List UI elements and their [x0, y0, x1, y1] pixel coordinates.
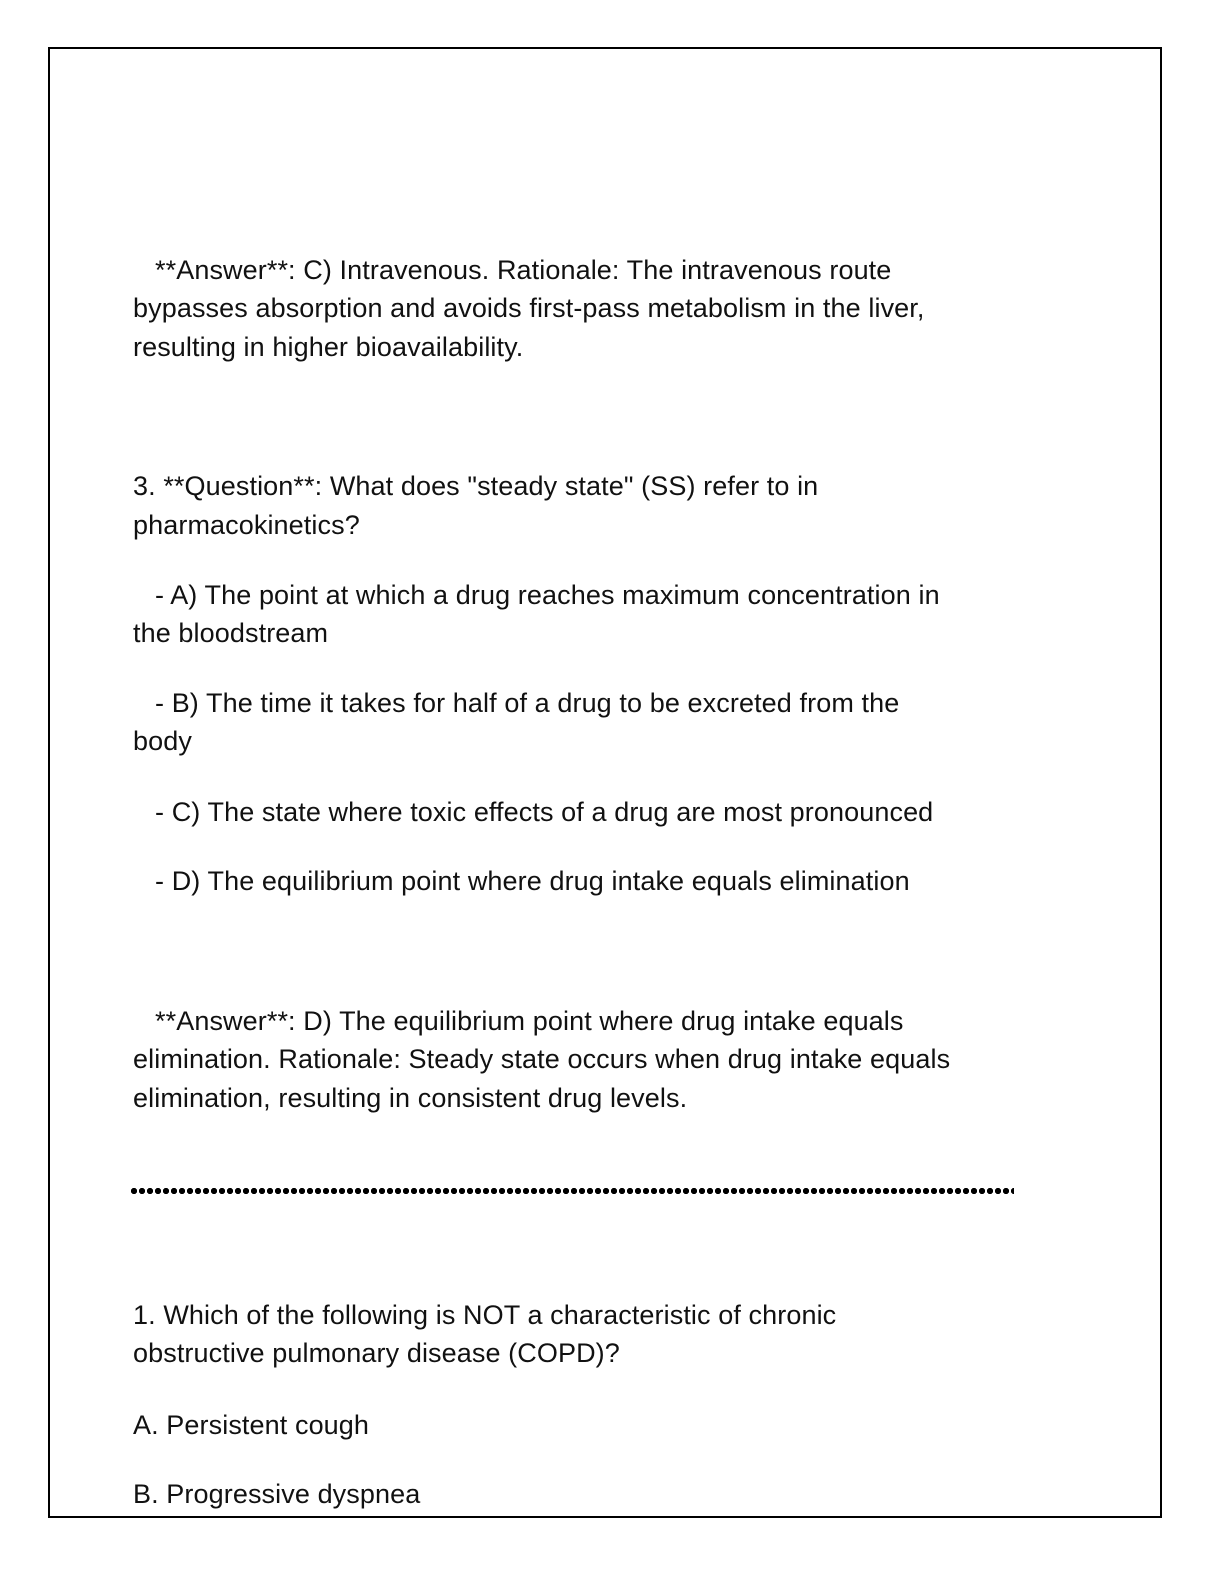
question-3-option-b-line-2: body — [133, 726, 192, 756]
answer-2-line-3: resulting in higher bioavailability. — [133, 332, 524, 362]
question-3-line-1: 3. **Question**: What does "steady state" (SS) refer to in — [133, 471, 819, 501]
question-3-option-c: - C) The state where toxic effects of a drug are most pronounced — [155, 797, 934, 827]
question-1-line-1: 1. Which of the following is NOT a characteristic of chronic — [133, 1300, 837, 1330]
question-3-option-a-line-1: - A) The point at which a drug reaches maximum concentration in — [155, 580, 940, 610]
answer-3-line-2: elimination. Rationale: Steady state occurs when drug intake equals — [133, 1044, 951, 1074]
question-1-line-2: obstructive pulmonary disease (COPD)? — [133, 1338, 620, 1368]
question-3-option-b-line-1: - B) The time it takes for half of a drug to be excreted from the — [155, 688, 900, 718]
dotted-divider — [130, 1187, 1014, 1195]
question-1-option-b: B. Progressive dyspnea — [133, 1479, 421, 1509]
question-3-option-a-line-2: the bloodstream — [133, 618, 329, 648]
answer-2-line-2: bypasses absorption and avoids first-pass metabolism in the liver, — [133, 293, 925, 323]
question-1-option-a: A. Persistent cough — [133, 1410, 370, 1440]
answer-2-line-1: **Answer**: C) Intravenous. Rationale: The intravenous route — [155, 255, 892, 285]
question-3-line-2: pharmacokinetics? — [133, 510, 360, 540]
question-3-option-d: - D) The equilibrium point where drug intake equals elimination — [155, 866, 910, 896]
answer-3-line-1: **Answer**: D) The equilibrium point where drug intake equals — [155, 1006, 904, 1036]
answer-3-line-3: elimination, resulting in consistent drug levels. — [133, 1083, 688, 1113]
